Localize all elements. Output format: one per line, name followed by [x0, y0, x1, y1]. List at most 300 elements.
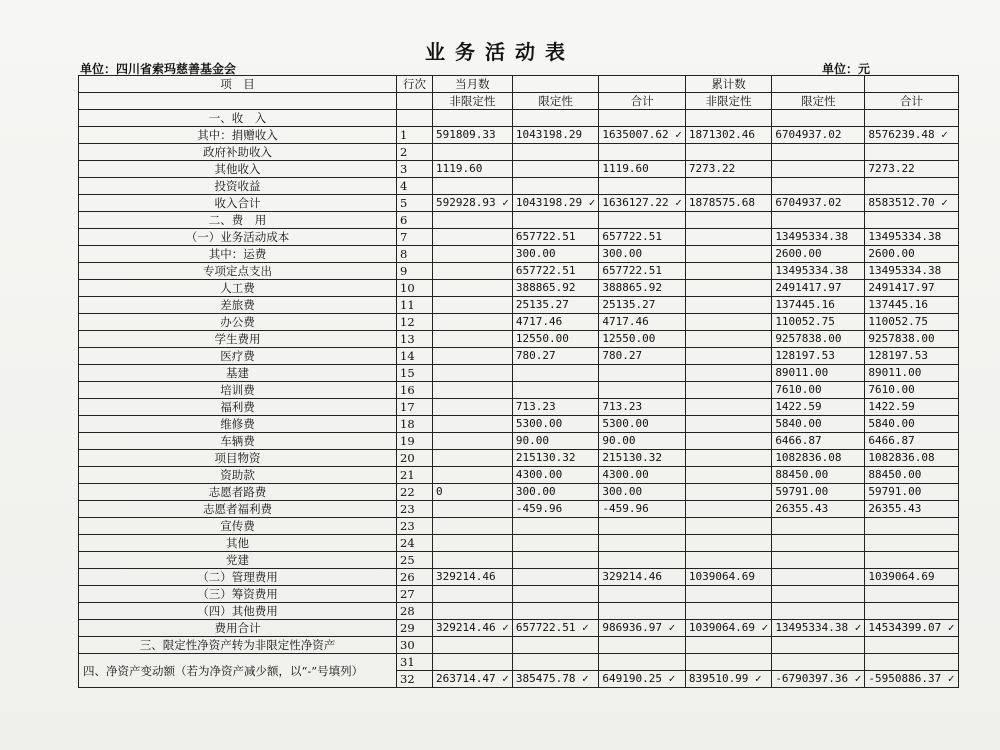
row-value-cell: 6704937.02 — [772, 127, 865, 144]
row-value-cell — [433, 365, 513, 382]
row-value-cell — [685, 382, 771, 399]
header-blank-6 — [397, 93, 433, 110]
row-value-cell: 657722.51 — [599, 229, 685, 246]
row-value-cell: 300.00 — [599, 484, 685, 501]
row-value-cell — [685, 552, 771, 569]
table-row — [79, 280, 959, 297]
row-value-cell — [512, 382, 598, 399]
row-value-cell — [512, 110, 598, 127]
row-item-label: 宣传费 — [79, 518, 397, 535]
table-row — [79, 518, 959, 535]
row-value-cell: 713.23 — [599, 399, 685, 416]
row-value-cell — [433, 348, 513, 365]
row-value-cell — [685, 654, 771, 671]
table-row — [79, 161, 959, 178]
row-value-cell: 300.00 — [599, 246, 685, 263]
row-value-cell: 26355.43 — [865, 501, 958, 518]
row-value-cell — [685, 467, 771, 484]
table-row — [79, 603, 959, 620]
row-value-cell: 1082836.08 — [865, 450, 958, 467]
row-value-cell — [685, 416, 771, 433]
row-item-label: 办公费 — [79, 314, 397, 331]
row-value-cell — [433, 314, 513, 331]
row-value-cell: -5950886.37 ✓ — [865, 671, 958, 688]
row-line-number: 31 — [397, 654, 433, 671]
row-value-cell — [599, 603, 685, 620]
table-row — [79, 348, 959, 365]
table-row — [79, 212, 959, 229]
row-value-cell — [865, 637, 958, 654]
row-item-label: 党建 — [79, 552, 397, 569]
header-row-1 — [79, 76, 959, 93]
row-value-cell — [599, 178, 685, 195]
row-value-cell — [512, 603, 598, 620]
row-value-cell — [685, 518, 771, 535]
table-row — [79, 620, 959, 637]
row-line-number: 16 — [397, 382, 433, 399]
row-item-label: 培训费 — [79, 382, 397, 399]
row-item-label: 一、收 入 — [79, 110, 397, 127]
row-value-cell — [433, 501, 513, 518]
row-value-cell: 6466.87 — [772, 433, 865, 450]
row-value-cell: 5300.00 — [599, 416, 685, 433]
row-value-cell — [433, 654, 513, 671]
row-value-cell — [865, 552, 958, 569]
row-line-number: 23 — [397, 501, 433, 518]
row-line-number: 4 — [397, 178, 433, 195]
table-row — [79, 569, 959, 586]
row-value-cell — [512, 637, 598, 654]
row-value-cell — [772, 654, 865, 671]
row-item-label: 费用合计 — [79, 620, 397, 637]
row-value-cell — [772, 161, 865, 178]
row-value-cell — [685, 586, 771, 603]
row-value-cell: 5300.00 — [512, 416, 598, 433]
table-row — [79, 195, 959, 212]
row-value-cell: 5840.00 — [772, 416, 865, 433]
row-line-number: 32 — [397, 671, 433, 688]
row-value-cell: -459.96 — [599, 501, 685, 518]
row-line-number: 21 — [397, 467, 433, 484]
table-row — [79, 467, 959, 484]
row-value-cell — [865, 178, 958, 195]
row-item-label: 资助款 — [79, 467, 397, 484]
row-value-cell: 839510.99 ✓ — [685, 671, 771, 688]
header-unrestricted-cum: 非限定性 — [685, 93, 771, 110]
row-value-cell: 7610.00 — [865, 382, 958, 399]
row-line-number: 5 — [397, 195, 433, 212]
row-value-cell: 1422.59 — [865, 399, 958, 416]
currency-unit: 单位：元 — [822, 62, 871, 76]
row-value-cell: 5840.00 — [865, 416, 958, 433]
table-row — [79, 110, 959, 127]
row-item-label: （二）管理费用 — [79, 569, 397, 586]
table-row — [79, 433, 959, 450]
row-value-cell: 8583512.70 ✓ — [865, 195, 958, 212]
row-value-cell: 9257838.00 — [772, 331, 865, 348]
row-value-cell: 329214.46 — [599, 569, 685, 586]
row-value-cell — [772, 144, 865, 161]
row-value-cell: 300.00 — [512, 484, 598, 501]
row-value-cell — [433, 637, 513, 654]
row-value-cell: 13495334.38 — [865, 263, 958, 280]
row-value-cell — [685, 433, 771, 450]
row-value-cell — [433, 535, 513, 552]
row-value-cell — [433, 518, 513, 535]
row-value-cell: 2600.00 — [865, 246, 958, 263]
row-value-cell — [433, 603, 513, 620]
row-value-cell — [685, 348, 771, 365]
row-value-cell: 2600.00 — [772, 246, 865, 263]
row-value-cell: 8576239.48 ✓ — [865, 127, 958, 144]
row-value-cell: 1039064.69 — [685, 569, 771, 586]
row-value-cell: 1039064.69 — [865, 569, 958, 586]
row-line-number: 13 — [397, 331, 433, 348]
table-row — [79, 314, 959, 331]
row-line-number: 28 — [397, 603, 433, 620]
row-value-cell — [433, 297, 513, 314]
table-row — [79, 399, 959, 416]
row-value-cell: 329214.46 — [433, 569, 513, 586]
row-value-cell — [865, 518, 958, 535]
row-line-number — [397, 110, 433, 127]
row-value-cell — [512, 365, 598, 382]
row-value-cell — [599, 518, 685, 535]
row-value-cell — [599, 382, 685, 399]
row-value-cell: 385475.78 ✓ — [512, 671, 598, 688]
row-value-cell — [512, 178, 598, 195]
row-line-number: 2 — [397, 144, 433, 161]
row-value-cell: 1878575.68 — [685, 195, 771, 212]
header-blank-2 — [599, 76, 685, 93]
row-line-number: 19 — [397, 433, 433, 450]
row-value-cell: 13495334.38 — [772, 263, 865, 280]
row-value-cell: 1422.59 — [772, 399, 865, 416]
row-value-cell — [512, 212, 598, 229]
organization-unit: 单位：四川省索玛慈善基金会 — [80, 62, 237, 76]
row-value-cell: 137445.16 — [865, 297, 958, 314]
row-value-cell — [865, 535, 958, 552]
row-value-cell — [685, 501, 771, 518]
row-value-cell: 780.27 — [599, 348, 685, 365]
row-item-label: 其中：运费 — [79, 246, 397, 263]
row-item-label: 差旅费 — [79, 297, 397, 314]
row-value-cell: 1039064.69 ✓ — [685, 620, 771, 637]
row-value-cell — [772, 110, 865, 127]
row-value-cell: 1043198.29 ✓ — [512, 195, 598, 212]
row-value-cell — [685, 110, 771, 127]
row-value-cell: 7273.22 — [685, 161, 771, 178]
row-value-cell — [512, 586, 598, 603]
row-value-cell — [772, 535, 865, 552]
table-row — [79, 382, 959, 399]
row-value-cell: 300.00 — [512, 246, 598, 263]
row-value-cell: 0 — [433, 484, 513, 501]
row-line-number: 3 — [397, 161, 433, 178]
row-value-cell — [685, 535, 771, 552]
row-value-cell: 657722.51 ✓ — [512, 620, 598, 637]
row-value-cell — [685, 246, 771, 263]
header-unrestricted: 非限定性 — [433, 93, 513, 110]
row-value-cell: 89011.00 — [865, 365, 958, 382]
row-value-cell — [865, 654, 958, 671]
row-value-cell — [599, 552, 685, 569]
row-line-number: 11 — [397, 297, 433, 314]
header-total-cum: 合计 — [865, 93, 958, 110]
row-value-cell: 59791.00 — [865, 484, 958, 501]
row-value-cell — [685, 399, 771, 416]
row-value-cell: 88450.00 — [865, 467, 958, 484]
row-value-cell — [685, 365, 771, 382]
table-row — [79, 331, 959, 348]
row-value-cell: 1871302.46 — [685, 127, 771, 144]
header-line: 行次 — [397, 76, 433, 93]
row-value-cell: 12550.00 — [599, 331, 685, 348]
row-value-cell — [772, 603, 865, 620]
row-value-cell — [685, 263, 771, 280]
row-value-cell — [599, 637, 685, 654]
row-value-cell — [599, 654, 685, 671]
table-row — [79, 501, 959, 518]
row-value-cell — [512, 569, 598, 586]
row-value-cell: 25135.27 — [512, 297, 598, 314]
row-item-label: 学生费用 — [79, 331, 397, 348]
row-value-cell: 12550.00 — [512, 331, 598, 348]
row-value-cell: 6466.87 — [865, 433, 958, 450]
row-item-label: 车辆费 — [79, 433, 397, 450]
header-cumulative: 累计数 — [685, 76, 771, 93]
row-value-cell — [599, 586, 685, 603]
row-line-number: 30 — [397, 637, 433, 654]
table-row — [79, 144, 959, 161]
row-value-cell — [685, 331, 771, 348]
row-value-cell: 59791.00 — [772, 484, 865, 501]
table-row — [79, 263, 959, 280]
row-item-label: （一）业务活动成本 — [79, 229, 397, 246]
header-restricted: 限定性 — [512, 93, 598, 110]
row-value-cell — [865, 144, 958, 161]
table-row — [79, 365, 959, 382]
row-value-cell — [512, 144, 598, 161]
row-value-cell: 215130.32 — [512, 450, 598, 467]
row-value-cell — [685, 297, 771, 314]
row-value-cell: 2491417.97 — [772, 280, 865, 297]
row-value-cell: 137445.16 — [772, 297, 865, 314]
table-body — [79, 76, 959, 688]
row-value-cell: 25135.27 — [599, 297, 685, 314]
row-value-cell — [433, 331, 513, 348]
row-value-cell — [685, 212, 771, 229]
header-blank-3 — [772, 76, 865, 93]
row-value-cell: 110052.75 — [865, 314, 958, 331]
row-item-label: 二、费 用 — [79, 212, 397, 229]
row-line-number: 14 — [397, 348, 433, 365]
row-value-cell: 4717.46 — [599, 314, 685, 331]
row-value-cell — [433, 178, 513, 195]
table-row — [79, 552, 959, 569]
row-value-cell: 90.00 — [512, 433, 598, 450]
row-value-cell — [772, 518, 865, 535]
row-value-cell — [512, 161, 598, 178]
row-value-cell — [433, 586, 513, 603]
row-value-cell: 2491417.97 — [865, 280, 958, 297]
row-value-cell: 7610.00 — [772, 382, 865, 399]
table-row — [79, 416, 959, 433]
table-row — [79, 450, 959, 467]
row-value-cell — [685, 450, 771, 467]
row-value-cell: 1635007.62 ✓ — [599, 127, 685, 144]
row-item-label: 志愿者福利费 — [79, 501, 397, 518]
row-item-label: 收入合计 — [79, 195, 397, 212]
row-item-label: 四、净资产变动额（若为净资产减少额，以“-”号填列） — [79, 654, 397, 688]
row-value-cell — [433, 212, 513, 229]
row-line-number: 24 — [397, 535, 433, 552]
row-value-cell — [772, 637, 865, 654]
row-value-cell — [685, 144, 771, 161]
row-item-label: 其他 — [79, 535, 397, 552]
row-value-cell — [772, 178, 865, 195]
row-item-label: 基建 — [79, 365, 397, 382]
row-value-cell — [512, 535, 598, 552]
row-line-number: 8 — [397, 246, 433, 263]
row-value-cell — [772, 552, 865, 569]
header-current-month: 当月数 — [433, 76, 513, 93]
row-value-cell — [599, 110, 685, 127]
row-value-cell — [772, 212, 865, 229]
row-value-cell: 1636127.22 ✓ — [599, 195, 685, 212]
row-value-cell: 1043198.29 — [512, 127, 598, 144]
row-value-cell: 6704937.02 — [772, 195, 865, 212]
row-value-cell: 1119.60 — [599, 161, 685, 178]
header-blank-5 — [79, 93, 397, 110]
row-value-cell — [433, 467, 513, 484]
row-item-label: 项目物资 — [79, 450, 397, 467]
row-line-number: 25 — [397, 552, 433, 569]
row-value-cell: 657722.51 — [512, 263, 598, 280]
row-value-cell — [433, 382, 513, 399]
row-value-cell — [433, 110, 513, 127]
row-item-label: 其他收入 — [79, 161, 397, 178]
row-line-number: 22 — [397, 484, 433, 501]
table-row — [79, 127, 959, 144]
row-value-cell: 13495334.38 — [772, 229, 865, 246]
row-line-number: 6 — [397, 212, 433, 229]
row-value-cell: 13495334.38 ✓ — [772, 620, 865, 637]
report-title: 业务活动表 — [425, 40, 575, 64]
row-value-cell: 388865.92 — [599, 280, 685, 297]
header-total: 合计 — [599, 93, 685, 110]
row-value-cell — [772, 586, 865, 603]
row-item-label: 福利费 — [79, 399, 397, 416]
row-value-cell: 4300.00 — [599, 467, 685, 484]
header-blank-1 — [512, 76, 598, 93]
row-value-cell — [433, 433, 513, 450]
row-value-cell — [685, 484, 771, 501]
row-line-number: 10 — [397, 280, 433, 297]
row-value-cell — [685, 314, 771, 331]
row-value-cell — [685, 637, 771, 654]
row-value-cell: 986936.97 ✓ — [599, 620, 685, 637]
row-value-cell: 14534399.07 ✓ — [865, 620, 958, 637]
row-value-cell — [433, 280, 513, 297]
row-value-cell — [865, 110, 958, 127]
row-item-label: 专项定点支出 — [79, 263, 397, 280]
header-blank-4 — [865, 76, 958, 93]
row-value-cell — [599, 535, 685, 552]
row-value-cell: 713.23 — [512, 399, 598, 416]
row-value-cell — [512, 518, 598, 535]
row-item-label: 三、限定性净资产转为非限定性净资产 — [79, 637, 397, 654]
row-line-number: 9 — [397, 263, 433, 280]
row-line-number: 1 — [397, 127, 433, 144]
row-item-label: 投资收益 — [79, 178, 397, 195]
row-line-number: 15 — [397, 365, 433, 382]
table-row — [79, 178, 959, 195]
row-line-number: 18 — [397, 416, 433, 433]
row-value-cell: 263714.47 ✓ — [433, 671, 513, 688]
row-value-cell: 26355.43 — [772, 501, 865, 518]
row-item-label: （三）筹资费用 — [79, 586, 397, 603]
row-value-cell — [433, 144, 513, 161]
table-row — [79, 586, 959, 603]
row-value-cell — [433, 450, 513, 467]
table-row — [79, 535, 959, 552]
row-value-cell: 592928.93 ✓ — [433, 195, 513, 212]
table-row — [79, 637, 959, 654]
row-value-cell — [685, 229, 771, 246]
row-value-cell: 7273.22 — [865, 161, 958, 178]
row-value-cell: 657722.51 — [512, 229, 598, 246]
row-value-cell — [433, 416, 513, 433]
row-value-cell — [512, 654, 598, 671]
row-value-cell — [599, 212, 685, 229]
row-line-number: 12 — [397, 314, 433, 331]
header-row-2 — [79, 93, 959, 110]
table-row — [79, 229, 959, 246]
row-value-cell — [433, 399, 513, 416]
row-value-cell — [433, 263, 513, 280]
row-value-cell: 88450.00 — [772, 467, 865, 484]
row-value-cell — [685, 603, 771, 620]
row-value-cell: 1082836.08 — [772, 450, 865, 467]
activity-table — [78, 75, 959, 688]
row-value-cell: 1119.60 — [433, 161, 513, 178]
row-item-label: 政府补助收入 — [79, 144, 397, 161]
row-value-cell — [685, 178, 771, 195]
row-value-cell: 591809.33 — [433, 127, 513, 144]
row-line-number: 17 — [397, 399, 433, 416]
row-value-cell — [865, 586, 958, 603]
row-item-label: 志愿者路费 — [79, 484, 397, 501]
row-value-cell — [865, 603, 958, 620]
table-row — [79, 484, 959, 501]
row-value-cell: -6790397.36 ✓ — [772, 671, 865, 688]
row-value-cell: 4300.00 — [512, 467, 598, 484]
row-value-cell — [433, 229, 513, 246]
row-item-label: 其中：捐赠收入 — [79, 127, 397, 144]
row-value-cell: 110052.75 — [772, 314, 865, 331]
row-value-cell — [433, 552, 513, 569]
row-value-cell: 128197.53 — [865, 348, 958, 365]
row-line-number: 20 — [397, 450, 433, 467]
row-item-label: （四）其他费用 — [79, 603, 397, 620]
row-line-number: 23 — [397, 518, 433, 535]
row-value-cell — [512, 552, 598, 569]
table-row — [79, 246, 959, 263]
row-value-cell — [865, 212, 958, 229]
row-value-cell: 89011.00 — [772, 365, 865, 382]
row-value-cell: 329214.46 ✓ — [433, 620, 513, 637]
